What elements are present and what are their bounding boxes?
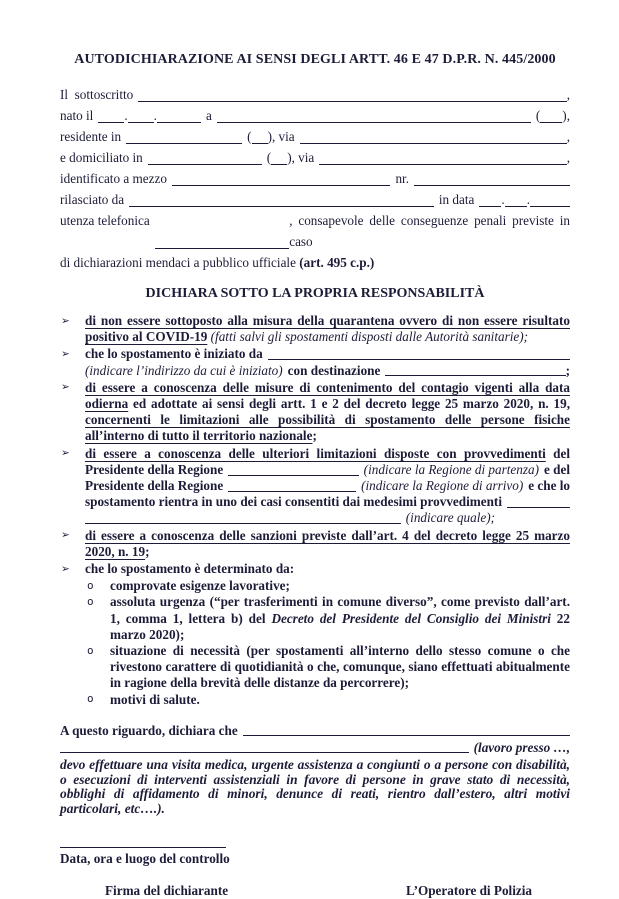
blank-line: [228, 491, 356, 492]
arrow-bullet-icon: ➢: [61, 447, 70, 460]
blank-line: [98, 122, 124, 123]
in-data-label: in data: [438, 192, 475, 207]
field-nato: [60, 105, 570, 126]
riguardo-section: [60, 722, 570, 817]
semicolon: ;: [145, 543, 150, 559]
declarations-list: [60, 313, 570, 708]
blank-line: [479, 206, 501, 207]
arrow-bullet-icon: ➢: [61, 381, 70, 394]
blank-line: [507, 507, 570, 508]
field-domiciliato: [60, 147, 570, 168]
quarantena-underlined: di non essere sottoposto alla misura della quarantena ovvero di non essere risultato positivo al COVID-19: [85, 313, 570, 345]
blank-line: [129, 206, 434, 207]
controllo-label: Data, ora e luogo del controllo: [60, 851, 230, 867]
blank-line: [217, 122, 531, 123]
circle-bullet-icon: o: [87, 578, 94, 592]
presidente-arrivo-label: Presidente della Regione: [85, 478, 224, 494]
firma-dichiarante-label: Firma del dichiarante: [105, 883, 229, 899]
blank-line: [319, 164, 566, 165]
list-item-misure: [60, 380, 570, 445]
blank-line: [252, 143, 268, 144]
iniziato-row2: [85, 363, 570, 379]
identificato-label: identificato a mezzo: [60, 171, 167, 186]
blank-line: [300, 143, 567, 144]
nato-label: nato il: [60, 108, 94, 123]
sanzioni-text: [85, 528, 570, 560]
blank-line: [243, 735, 570, 736]
blank-line: [228, 475, 358, 476]
blank-line: [271, 164, 287, 165]
riguardo-lead: A questo riguardo, dichiara che: [60, 722, 238, 738]
option-necessita: [84, 643, 570, 692]
domiciliato-label: e domiciliato in: [60, 150, 143, 165]
blank-line: [155, 248, 290, 249]
utenza-rest-text: , consapevole delle conseguenze penali previste in caso: [289, 213, 570, 249]
blank-line: [60, 752, 469, 753]
riguardo-paragraph: devo effettuare una visita medica, urgente assistenza a congiunti o a persone con disabilità, o esecuzioni di interventi assistenziali in favore di persone in grave stato di necessità, obblighi di affidamento di minori, denunce di reati, rientro dall’estero, altri motivi particolari, etc….).: [60, 756, 570, 817]
date-dot: .: [501, 192, 505, 207]
arrow-bullet-icon: ➢: [61, 562, 70, 575]
art-495-text: (art. 495 c.p.): [299, 255, 375, 270]
controllo-signature-line: [60, 847, 226, 848]
field-utenza: [60, 210, 570, 252]
blank-line: [414, 185, 570, 186]
list-item-quarantena: [60, 313, 570, 345]
provvedimenti-text: spostamento rientra in uno dei casi consentiti dai medesimi provvedimenti: [85, 494, 502, 510]
ulteriori-row2: [85, 462, 570, 478]
paren-close-via: ), via: [267, 129, 295, 144]
lavorative-text: comprovate esigenze lavorative;: [110, 578, 290, 594]
date-dot: .: [526, 192, 530, 207]
determinato-label: che lo spostamento è determinato da:: [85, 561, 295, 577]
arrow-bullet-icon: ➢: [61, 529, 70, 542]
ulteriori-row3: [85, 478, 570, 494]
field-residente: [60, 126, 570, 147]
signatures-row: [60, 883, 570, 899]
misure-text: [85, 380, 570, 445]
residente-label: residente in: [60, 129, 122, 144]
sottoscritto-label: Il sottoscritto: [60, 87, 134, 102]
field-rilasciato: [60, 189, 570, 210]
option-lavorative: [84, 578, 570, 594]
list-item-sanzioni: [60, 528, 570, 560]
declaration-title: DICHIARA SOTTO LA PROPRIA RESPONSABILITÀ: [145, 286, 485, 301]
nr-label: nr.: [395, 171, 409, 186]
page-title: AUTODICHIARAZIONE AI SENSI DEGLI ARTT. 46 E 47 D.P.R. N. 445/2000: [74, 52, 556, 67]
comma: ,: [566, 87, 570, 102]
indicare-quale-hint: (indicare quale);: [405, 510, 495, 526]
quarantena-text: [85, 313, 570, 345]
date-dot: .: [153, 108, 157, 123]
urgenza-post: 22 marzo 2020);: [110, 610, 570, 642]
paren-close: ),: [562, 108, 570, 123]
circle-bullet-icon: o: [87, 643, 94, 657]
comma: ,: [566, 150, 570, 165]
date-dot: .: [124, 108, 128, 123]
salute-text: motivi di salute.: [110, 691, 200, 707]
riguardo-row2: [60, 739, 570, 756]
identity-section: [60, 84, 570, 273]
nato-a-label: a: [205, 108, 212, 123]
field-identificato: [60, 168, 570, 189]
sanzioni-underlined: di essere a conoscenza delle sanzioni previste dall’art. 4 del decreto legge 25 marzo 2020, n. 19: [85, 527, 570, 559]
option-salute: [84, 692, 570, 708]
ulteriori-row1: [85, 446, 570, 462]
blank-line: [268, 359, 570, 360]
misure-plain-1: ed adottate ai sensi degli artt. 1 e 2 del decreto legge 25 marzo 2020, n. 19,: [128, 396, 570, 412]
quarantena-italic: (fatti salvi gli spostamenti disposti dalle Autorità sanitarie);: [207, 329, 529, 345]
arrow-bullet-icon: ➢: [61, 314, 70, 327]
blank-line: [540, 122, 562, 123]
circle-bullet-icon: o: [87, 692, 94, 706]
e-che-lo-text: e che lo: [528, 478, 570, 494]
field-sottoscritto: [60, 84, 570, 105]
regione-arrivo-hint: (indicare la Regione di arrivo): [361, 478, 524, 494]
footer-section: [60, 847, 570, 899]
blank-line: [148, 164, 262, 165]
indirizzo-hint: (indicare l’indirizzo da cui è iniziato): [85, 362, 283, 378]
mendaci-text: di dichiarazioni mendaci a pubblico ufficiale: [60, 255, 300, 270]
operatore-polizia-label: L’Operatore di Polizia: [405, 883, 532, 899]
iniziato-label: che lo spostamento è iniziato da: [85, 346, 263, 362]
option-urgenza: [84, 594, 570, 643]
blank-line: [138, 101, 566, 102]
regione-partenza-hint: (indicare la Regione di partenza): [363, 461, 539, 477]
arrow-bullet-icon: ➢: [61, 347, 70, 360]
misure-underlined-1: di essere a conoscenza delle misure di contenimento del contagio vigenti alla data odierna: [85, 379, 570, 412]
utenza-label: utenza telefonica: [60, 213, 150, 228]
rilasciato-label: rilasciato da: [60, 192, 125, 207]
paren-open: (: [247, 129, 252, 144]
dpcm-italic: Decreto del Presidente del Consiglio dei Ministri: [271, 610, 551, 626]
paren-open: (: [266, 150, 272, 165]
blank-line: [85, 523, 401, 524]
list-item-ulteriori: [60, 446, 570, 527]
list-item-determinato: [60, 561, 570, 577]
circle-bullet-icon: o: [87, 594, 94, 608]
blank-line: [530, 206, 570, 207]
blank-line: [128, 122, 154, 123]
destinazione-label: con destinazione: [287, 362, 381, 378]
urgenza-pre: assoluta urgenza (“per trasferimenti in comune diverso”, come previsto dall’art. 1, comma 1, lettera b) del: [110, 594, 570, 626]
presidente-partenza-label: Presidente della Regione: [85, 461, 224, 477]
misure-underlined-2: concernenti le limitazioni alle possibilità di spostamento delle persone fisiche all’interno di tutto il territorio nazionale: [85, 412, 570, 444]
comma: ,: [566, 129, 570, 144]
blank-line: [126, 143, 242, 144]
semicolon: ;: [312, 428, 317, 444]
blank-line: [505, 206, 527, 207]
iniziato-row1: [85, 346, 570, 362]
lavoro-presso-hint: (lavoro presso …,: [473, 739, 570, 755]
paren-close-via: ), via: [287, 150, 315, 165]
ulteriori-row5: [85, 510, 570, 526]
semicolon: ;: [565, 362, 570, 378]
ulteriori-underlined: di essere a conoscenza delle ulteriori limitazioni disposte con provvedimenti: [85, 445, 546, 461]
paren-open: (: [535, 108, 541, 123]
line-mendaci: [60, 252, 570, 273]
riguardo-row1: [60, 722, 570, 739]
blank-line: [172, 185, 391, 186]
e-del-text: e del: [543, 461, 570, 477]
ulteriori-del: del: [553, 445, 571, 461]
list-item-spostamento-iniziato: [60, 346, 570, 378]
necessita-text: situazione di necessità (per spostamenti all’interno dello stesso comune o che rivestono carattere di quotidianità o che, comunque, siano effettuati abitualmente in ragione della brevità delle distanze da percorrere);: [110, 643, 570, 691]
blank-line: [157, 122, 201, 123]
ulteriori-row4: [85, 494, 570, 510]
blank-line: [385, 375, 565, 376]
urgenza-text: [110, 594, 570, 643]
